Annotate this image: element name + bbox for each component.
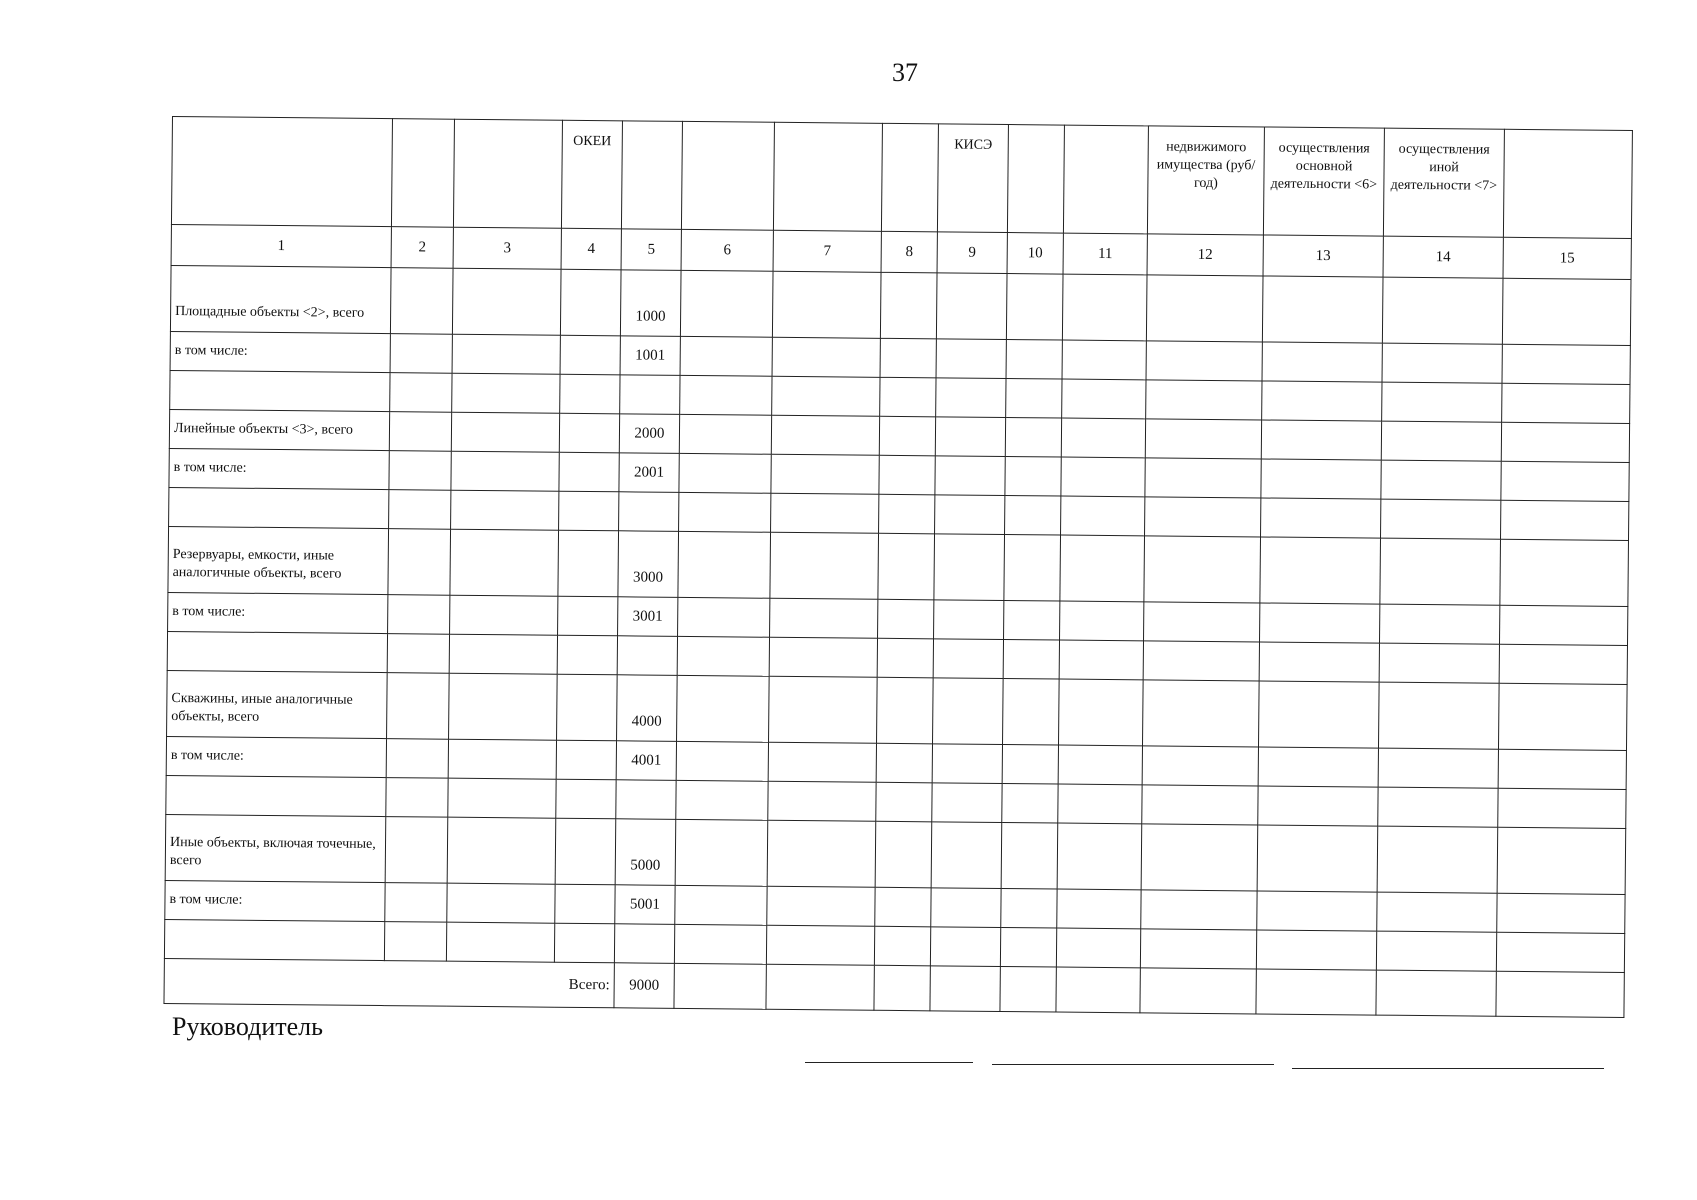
- table-cell: [559, 452, 619, 492]
- table-cell: [768, 781, 876, 821]
- table-cell: [1258, 786, 1378, 826]
- table-cell: [1056, 967, 1140, 1013]
- table-cell: [1005, 418, 1061, 458]
- table-cell: [771, 493, 879, 533]
- table-cell: [556, 779, 616, 819]
- table-cell: [769, 637, 877, 677]
- table-cell: [386, 739, 448, 779]
- table-cell: [880, 338, 936, 378]
- table-cell: [389, 412, 451, 452]
- table-cell: [679, 453, 771, 493]
- table-cell: [1378, 682, 1499, 749]
- table-cell: [878, 599, 934, 639]
- table-cell: [447, 883, 555, 923]
- table-cell: [674, 963, 766, 1009]
- row-code: 1001: [620, 336, 680, 376]
- row-code: 5000: [615, 819, 676, 886]
- table-cell: [560, 269, 621, 336]
- row-code: 3000: [618, 531, 679, 598]
- table-cell: [674, 924, 766, 964]
- table-cell: [930, 927, 1000, 967]
- table-cell: [680, 270, 773, 337]
- table-cell: [1502, 278, 1631, 345]
- table-cell: [1057, 823, 1142, 890]
- table-cell: [1261, 498, 1381, 538]
- table-cell: [1497, 827, 1626, 894]
- header-cell: [881, 123, 938, 232]
- table-cell: [931, 888, 1001, 928]
- table-cell: [1058, 745, 1142, 785]
- row-sub-label: в том числе:: [166, 736, 386, 777]
- table-cell: [767, 820, 876, 887]
- table-cell: [557, 635, 617, 675]
- table-cell: [770, 532, 879, 599]
- header-col13: осуществления основной деятельности <6>: [1263, 127, 1384, 236]
- table-cell: [1257, 891, 1377, 931]
- table-cell: [389, 490, 451, 530]
- table-cell: [1003, 679, 1060, 746]
- table-cell: [1062, 379, 1146, 419]
- table-cell: [451, 412, 559, 452]
- table-cell: [1005, 496, 1061, 536]
- table-cell: [1382, 343, 1502, 383]
- table-cell: [1381, 499, 1501, 539]
- table-cell: [386, 778, 448, 818]
- table-cell: [1061, 418, 1145, 458]
- row-code: 4001: [616, 741, 676, 781]
- table-cell: [1378, 748, 1498, 788]
- column-number: 7: [773, 230, 881, 272]
- column-number: 15: [1503, 237, 1631, 279]
- table-cell: [875, 887, 931, 927]
- table-cell: [1003, 640, 1059, 680]
- table-cell: [876, 743, 932, 783]
- table-cell: [1258, 747, 1378, 787]
- table-cell: [1145, 497, 1261, 537]
- table-cell: [1057, 889, 1141, 929]
- table-cell: [1061, 457, 1145, 497]
- table-cell: [1377, 892, 1497, 932]
- table-cell: [385, 883, 447, 923]
- table-cell: [616, 780, 676, 820]
- table-cell: [1004, 601, 1060, 641]
- row-sub-label: в том числе:: [168, 592, 388, 633]
- table-cell: [554, 923, 614, 963]
- table-cell: [1261, 459, 1381, 499]
- column-number: 13: [1263, 235, 1383, 277]
- report-table-wrapper: [163, 116, 1631, 1018]
- table-cell: [1006, 379, 1062, 419]
- table-cell: [1262, 381, 1382, 421]
- row-label: Площадные объекты <2>, всего: [170, 265, 391, 333]
- table-cell: [452, 334, 560, 374]
- table-cell: [614, 924, 674, 964]
- header-cell: [453, 119, 562, 228]
- table-cell: [384, 922, 446, 962]
- table-cell: [451, 451, 559, 491]
- table-cell: [766, 964, 874, 1010]
- table-cell: [1381, 421, 1501, 461]
- row-code: 4000: [617, 675, 678, 742]
- table-cell: [1140, 968, 1256, 1014]
- table-cell: [677, 675, 770, 742]
- table-cell: [390, 373, 452, 413]
- table-cell: [1378, 787, 1498, 827]
- row-sub-label: в том числе:: [170, 331, 390, 372]
- table-cell: [452, 373, 560, 413]
- table-cell: [447, 817, 556, 884]
- table-cell: [874, 926, 930, 966]
- table-cell: [619, 492, 679, 532]
- header-cell: [773, 122, 882, 231]
- table-cell: [620, 375, 680, 415]
- column-number: 6: [681, 229, 773, 271]
- table-cell: [1377, 826, 1498, 893]
- column-number: 2: [391, 227, 453, 269]
- table-cell: [879, 494, 935, 534]
- table-cell: [772, 337, 880, 377]
- table-cell: [390, 268, 453, 335]
- table-cell: [1004, 535, 1061, 602]
- table-cell: [1146, 380, 1262, 420]
- table-cell: [1000, 927, 1056, 967]
- table-cell: [677, 636, 769, 676]
- table-cell: [1260, 537, 1381, 604]
- table-cell: [1379, 604, 1499, 644]
- row-label: Иные объекты, включая точечные, всего: [165, 814, 386, 882]
- table-cell: [1499, 605, 1627, 645]
- table-cell: [876, 782, 932, 822]
- table-cell: [559, 491, 619, 531]
- table-cell: [767, 886, 875, 926]
- table-cell: [1502, 383, 1630, 423]
- column-number: 4: [561, 228, 621, 270]
- table-cell: [1142, 785, 1258, 825]
- table-cell: [936, 378, 1006, 418]
- table-cell: [676, 741, 768, 781]
- table-cell: [771, 415, 879, 455]
- table-cell: [166, 775, 386, 816]
- table-cell: [387, 634, 449, 674]
- table-cell: [880, 377, 936, 417]
- table-cell: [766, 925, 874, 965]
- table-cell: [1000, 966, 1056, 1012]
- table-cell: [1146, 275, 1263, 342]
- table-cell: [1376, 970, 1496, 1016]
- table-cell: [1145, 458, 1261, 498]
- table-cell: [1060, 535, 1145, 602]
- table-cell: [1142, 680, 1259, 747]
- row-code: 2000: [619, 414, 679, 454]
- header-cell: [171, 117, 392, 227]
- table-cell: [934, 600, 1004, 640]
- row-label: Линейные объекты <3>, всего: [169, 409, 389, 450]
- signature-line-sign: [992, 1064, 1274, 1065]
- table-cell: [930, 966, 1000, 1012]
- table-cell: [1142, 746, 1258, 786]
- table-cell: [678, 531, 771, 598]
- table-cell: [390, 334, 452, 374]
- page-number: 37: [892, 58, 918, 87]
- table-cell: [771, 454, 879, 494]
- table-cell: [932, 744, 1002, 784]
- table-cell: [1002, 745, 1058, 785]
- table-cell: [933, 639, 1003, 679]
- table-cell: [1062, 274, 1147, 341]
- header-cell: [391, 119, 454, 228]
- table-cell: [555, 884, 615, 924]
- header-row: [171, 117, 1632, 239]
- table-cell: [1261, 420, 1381, 460]
- table-cell: [164, 919, 384, 960]
- table-cell: [1144, 536, 1261, 603]
- header-cell: [1503, 129, 1632, 238]
- table-cell: [1496, 932, 1624, 972]
- row-label: Резервуары, емкости, иные аналогичные объекты, всего: [168, 526, 389, 594]
- table-cell: [935, 495, 1005, 535]
- table-cell: [1502, 344, 1630, 384]
- table-cell: [388, 595, 450, 635]
- row-code: 5001: [615, 885, 675, 925]
- table-cell: [675, 885, 767, 925]
- table-cell: [1059, 640, 1143, 680]
- table-cell: [1141, 890, 1257, 930]
- table-cell: [556, 740, 616, 780]
- column-number: 10: [1007, 233, 1063, 275]
- table-cell: [557, 674, 618, 741]
- header-cell: [681, 121, 774, 230]
- table-cell: [875, 821, 932, 888]
- table-cell: [617, 636, 677, 676]
- table-cell: [448, 739, 556, 779]
- table-cell: [167, 631, 387, 672]
- table-cell: [936, 339, 1006, 379]
- table-cell: [448, 778, 556, 818]
- table-cell: [1001, 888, 1057, 928]
- table-cell: [1256, 930, 1376, 970]
- table-cell: [1140, 929, 1256, 969]
- row-code: 2001: [619, 453, 679, 493]
- table-cell: [1500, 500, 1628, 540]
- table-cell: [678, 597, 770, 637]
- table-cell: [560, 335, 620, 375]
- table-cell: [449, 634, 557, 674]
- table-cell: [1006, 340, 1062, 380]
- table-cell: [1059, 679, 1144, 746]
- table-cell: [1501, 461, 1629, 501]
- table-cell: [446, 922, 554, 962]
- table-cell: [1380, 538, 1501, 605]
- table-cell: [679, 414, 771, 454]
- table-cell: [1056, 928, 1140, 968]
- table-cell: [451, 490, 559, 530]
- table-cell: [1257, 825, 1378, 892]
- table-cell: [933, 678, 1004, 745]
- table-cell: [387, 673, 450, 740]
- table-cell: [680, 336, 772, 376]
- header-cell: [621, 121, 682, 230]
- table-cell: [1382, 382, 1502, 422]
- row-code: 1000: [620, 270, 681, 337]
- row-label: Скважины, иные аналогичные объекты, всего: [167, 670, 388, 738]
- table-cell: [1499, 644, 1627, 684]
- table-cell: [1060, 601, 1144, 641]
- table-cell: [1002, 783, 1058, 823]
- column-number: 8: [881, 231, 937, 273]
- table-cell: [1061, 496, 1145, 536]
- table-cell: [1259, 642, 1379, 682]
- table-cell: [880, 272, 937, 339]
- table-cell: [879, 455, 935, 495]
- table-cell: [878, 533, 935, 600]
- column-number: 1: [171, 224, 391, 267]
- table-cell: [1376, 931, 1496, 971]
- table-cell: [770, 598, 878, 638]
- table-cell: [1260, 603, 1380, 643]
- column-number: 14: [1383, 236, 1503, 278]
- table-cell: [170, 370, 390, 411]
- table-cell: [555, 818, 616, 885]
- table-cell: [772, 271, 881, 338]
- signature-line-position: [805, 1062, 973, 1063]
- table-cell: [1382, 277, 1503, 344]
- table-cell: [874, 965, 930, 1011]
- table-cell: [450, 529, 559, 596]
- table-cell: [558, 530, 619, 597]
- table-cell: [931, 822, 1002, 889]
- table-cell: [676, 780, 768, 820]
- table-cell: [769, 676, 878, 743]
- table-cell: [1496, 971, 1624, 1017]
- column-number: 5: [621, 229, 681, 271]
- table-cell: [1258, 681, 1379, 748]
- table-cell: [1005, 457, 1061, 497]
- table-cell: [389, 451, 451, 491]
- column-number: 3: [453, 227, 561, 269]
- table-cell: [1501, 422, 1629, 462]
- table-cell: [934, 534, 1005, 601]
- header-col14: осуществления иной деятельности <7>: [1383, 128, 1504, 237]
- table-cell: [1001, 822, 1058, 889]
- table-cell: [1256, 969, 1376, 1015]
- report-table: [163, 116, 1632, 1018]
- table-cell: [1498, 683, 1627, 750]
- column-number: 11: [1063, 233, 1147, 275]
- column-number: 12: [1147, 234, 1263, 276]
- table-cell: [768, 742, 876, 782]
- table-cell: [935, 456, 1005, 496]
- table-cell: [560, 374, 620, 414]
- table-cell: [1058, 784, 1142, 824]
- row-code: 3001: [618, 597, 678, 637]
- table-cell: [388, 529, 451, 596]
- row-sub-label: в том числе:: [165, 880, 385, 921]
- column-number: 9: [937, 232, 1007, 274]
- table-cell: [680, 375, 772, 415]
- signature-line-name: [1292, 1068, 1604, 1069]
- table-cell: [450, 595, 558, 635]
- table-cell: [877, 638, 933, 678]
- table-cell: [675, 819, 768, 886]
- table-cell: [877, 677, 934, 744]
- header-cell: [1007, 125, 1064, 234]
- header-kise: КИСЭ: [937, 124, 1008, 233]
- table-cell: [679, 492, 771, 532]
- table-cell: [169, 487, 389, 528]
- grand-total-code: 9000: [614, 963, 674, 1009]
- table-cell: [1500, 539, 1629, 606]
- table-cell: [1498, 788, 1626, 828]
- table-cell: [449, 673, 558, 740]
- table-cell: [936, 273, 1007, 340]
- table-cell: [558, 596, 618, 636]
- table-cell: [385, 817, 448, 884]
- table-cell: [1141, 824, 1258, 891]
- table-cell: [1497, 893, 1625, 933]
- table-cell: [1144, 602, 1260, 642]
- table-cell: [1498, 749, 1626, 789]
- table-cell: [935, 417, 1005, 457]
- grand-total-label: Всего:: [164, 958, 614, 1007]
- table-cell: [1145, 419, 1261, 459]
- table-cell: [1146, 341, 1262, 381]
- table-cell: [932, 783, 1002, 823]
- signature-title: Руководитель: [172, 1012, 323, 1041]
- table-cell: [1381, 460, 1501, 500]
- table-cell: [559, 413, 619, 453]
- row-sub-label: в том числе:: [169, 448, 389, 489]
- table-cell: [1379, 643, 1499, 683]
- table-cell: [1143, 641, 1259, 681]
- header-col12: недвижимого имущества (руб/год): [1147, 126, 1264, 235]
- header-cell: [1063, 125, 1148, 234]
- table-cell: [879, 416, 935, 456]
- header-okei: ОКЕИ: [561, 120, 622, 229]
- table-cell: [1262, 276, 1383, 343]
- table-cell: [1006, 274, 1063, 341]
- table-cell: [452, 268, 561, 335]
- table-cell: [1062, 340, 1146, 380]
- table-cell: [1262, 342, 1382, 382]
- table-cell: [772, 376, 880, 416]
